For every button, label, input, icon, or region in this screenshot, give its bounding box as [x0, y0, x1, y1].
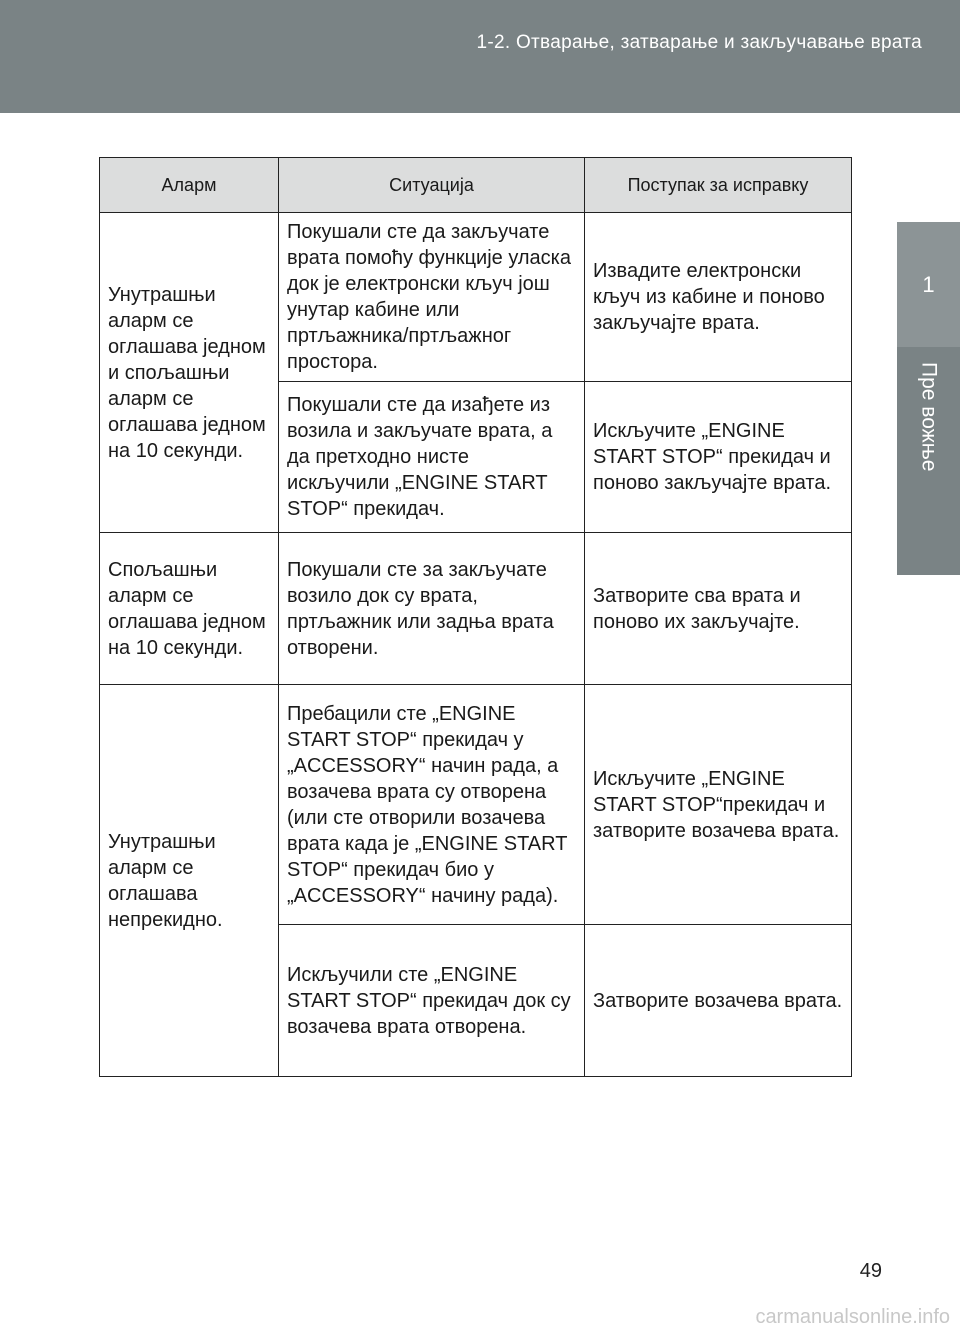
action-cell: Затворите возачева врата. — [585, 925, 852, 1077]
table-row — [100, 685, 852, 925]
action-cell: Затворите сва врата и поново их закључајте. — [585, 533, 852, 685]
alarm-table — [99, 157, 852, 1077]
situation-cell: Пребацили сте „ENGINE START STOP“ прекидач у „ACCESSORY“ начин рада, а возачева врата су отворена (или сте отворили возачева врата када је „ENGINE START STOP“ прекидач био у „ACCESSORY“ начину рада). — [279, 685, 585, 925]
watermark: carmanualsonline.info — [755, 1306, 950, 1328]
table-row — [100, 533, 852, 685]
situation-cell: Искључили сте „ENGINE START STOP“ прекидач док су возачева врата отворена. — [279, 925, 585, 1077]
page-number: 49 — [859, 1260, 882, 1282]
header-alarm: Аларм — [100, 158, 279, 213]
action-cell: Искључите „ENGINE START STOP“ прекидач и поново закључајте врата. — [585, 382, 852, 533]
situation-cell: Покушали сте да закључате врата помоћу функције уласка док је електронски кључ још унутар кабине или пртљажника/пртљажног простора. — [279, 213, 585, 382]
situation-cell: Покушали сте да изађете из возила и закључате врата, а да претходно нисте искључили „ENGINE START STOP“ прекидач. — [279, 382, 585, 533]
header-bar — [0, 0, 960, 113]
alarm-cell: Унутрашњи аларм се оглашава непрекидно. — [100, 685, 279, 1077]
chapter-side-tab — [897, 222, 960, 575]
alarm-cell: Спољашњи аларм се оглашава једном на 10 секунди. — [100, 533, 279, 685]
header-action: Поступак за исправку — [585, 158, 852, 213]
chapter-label: Пре вожње — [917, 362, 941, 472]
situation-cell: Покушали сте за закључате возило док су врата, пртљажник или задња врата отворени. — [279, 533, 585, 685]
table-header-row — [100, 158, 852, 213]
alarm-cell: Унутрашњи аларм се оглашава једном и спољашњи аларм се оглашава једном на 10 секунди. — [100, 213, 279, 533]
header-situation: Ситуација — [279, 158, 585, 213]
section-title: 1-2. Отварање, затварање и закључавање врата — [476, 32, 922, 53]
action-cell: Искључите „ENGINE START STOP“прекидач и затворите возачева врата. — [585, 685, 852, 925]
chapter-number: 1 — [897, 222, 960, 347]
action-cell: Извадите електронски кључ из кабине и поново закључајте врата. — [585, 213, 852, 382]
table-row — [100, 213, 852, 382]
